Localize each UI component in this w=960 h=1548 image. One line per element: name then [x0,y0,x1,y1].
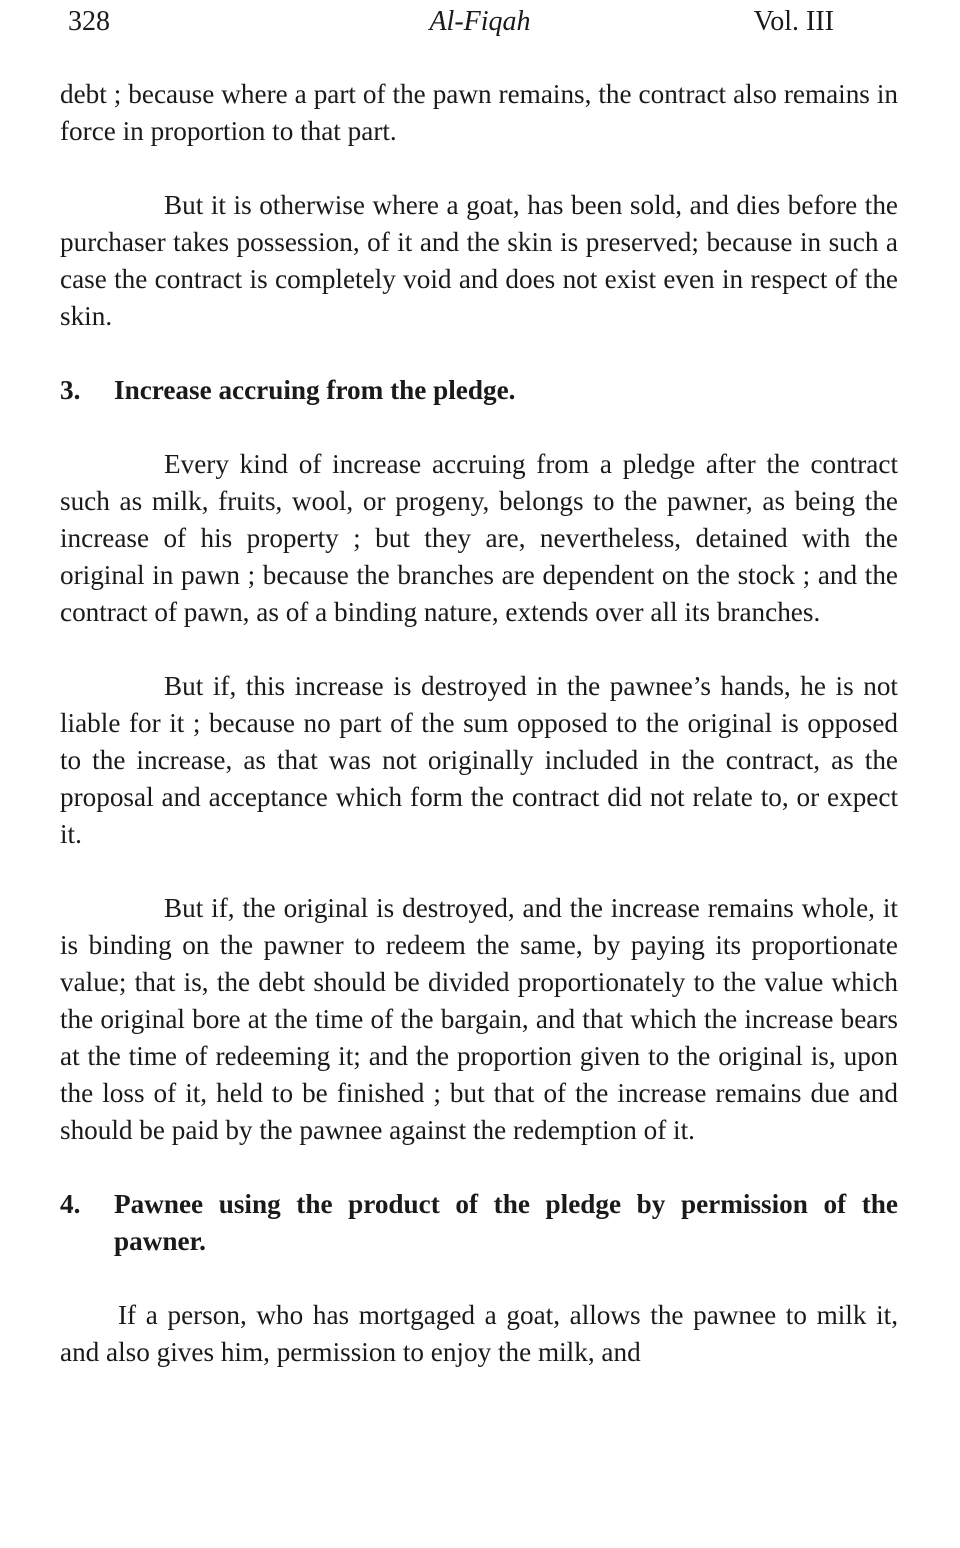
paragraph-increase-destroyed: But if, this increase is destroyed in the pawnee’s hands, he is not liable for it ; because no part of the sum opposed to the original is opposed to the increase, as that was not originally included in the contract, as the proposal and acceptance which form the contract did not relate to, or expect it. [60,671,898,849]
section-number: 3. [60,375,81,405]
page-number: 328 [68,6,110,37]
section-heading-4 [60,1186,898,1260]
section-number: 4. [60,1189,81,1219]
paragraph-goat-sale: But it is otherwise where a goat, has been sold, and dies before the purchaser takes possession, of it and the skin is preserved; because in such a case the contract is completely void and does not exist even in respect of the skin. [60,190,898,331]
page-header [60,0,900,44]
section-title: Increase accruing from the pledge. [114,375,516,405]
page-body [60,76,898,1371]
paragraph-increase-belongs: Every kind of increase accruing from a pledge after the contract such as milk, fruits, wool, or progeny, belongs to the pawner, as being the increase of his property ; but they are, nevertheless, detained with the original in pawn ; because the branches are dependent on the stock ; and the contract of pawn, as of a binding nature, extends over all its branches. [60,449,898,627]
section-title: Pawnee using the product of the pledge by permission of the pawner. [114,1189,898,1256]
paragraph-original-destroyed: But if, the original is destroyed, and the increase remains whole, it is binding on the pawner to redeem the same, by paying its proportionate value; that is, the debt should be divided proportionately to the value which the original bore at the time of the bargain, and that which the increase bears at the time of redeeming it; and the proportion given to the original is, upon the loss of it, held to be finished ; but that of the increase remains due and should be paid by the pawnee against the redemption of it. [60,893,898,1145]
paragraph-continuation: debt ; because where a part of the pawn remains, the contract also remains in force in proportion to that part. [60,79,898,146]
section-heading-3 [60,372,898,409]
book-title: Al-Fiqah [429,6,531,37]
volume-label: Vol. III [753,6,834,37]
paragraph-mortgaged-goat: If a person, who has mortgaged a goat, allows the pawnee to milk it, and also gives him, permission to enjoy the milk, and [60,1300,898,1367]
